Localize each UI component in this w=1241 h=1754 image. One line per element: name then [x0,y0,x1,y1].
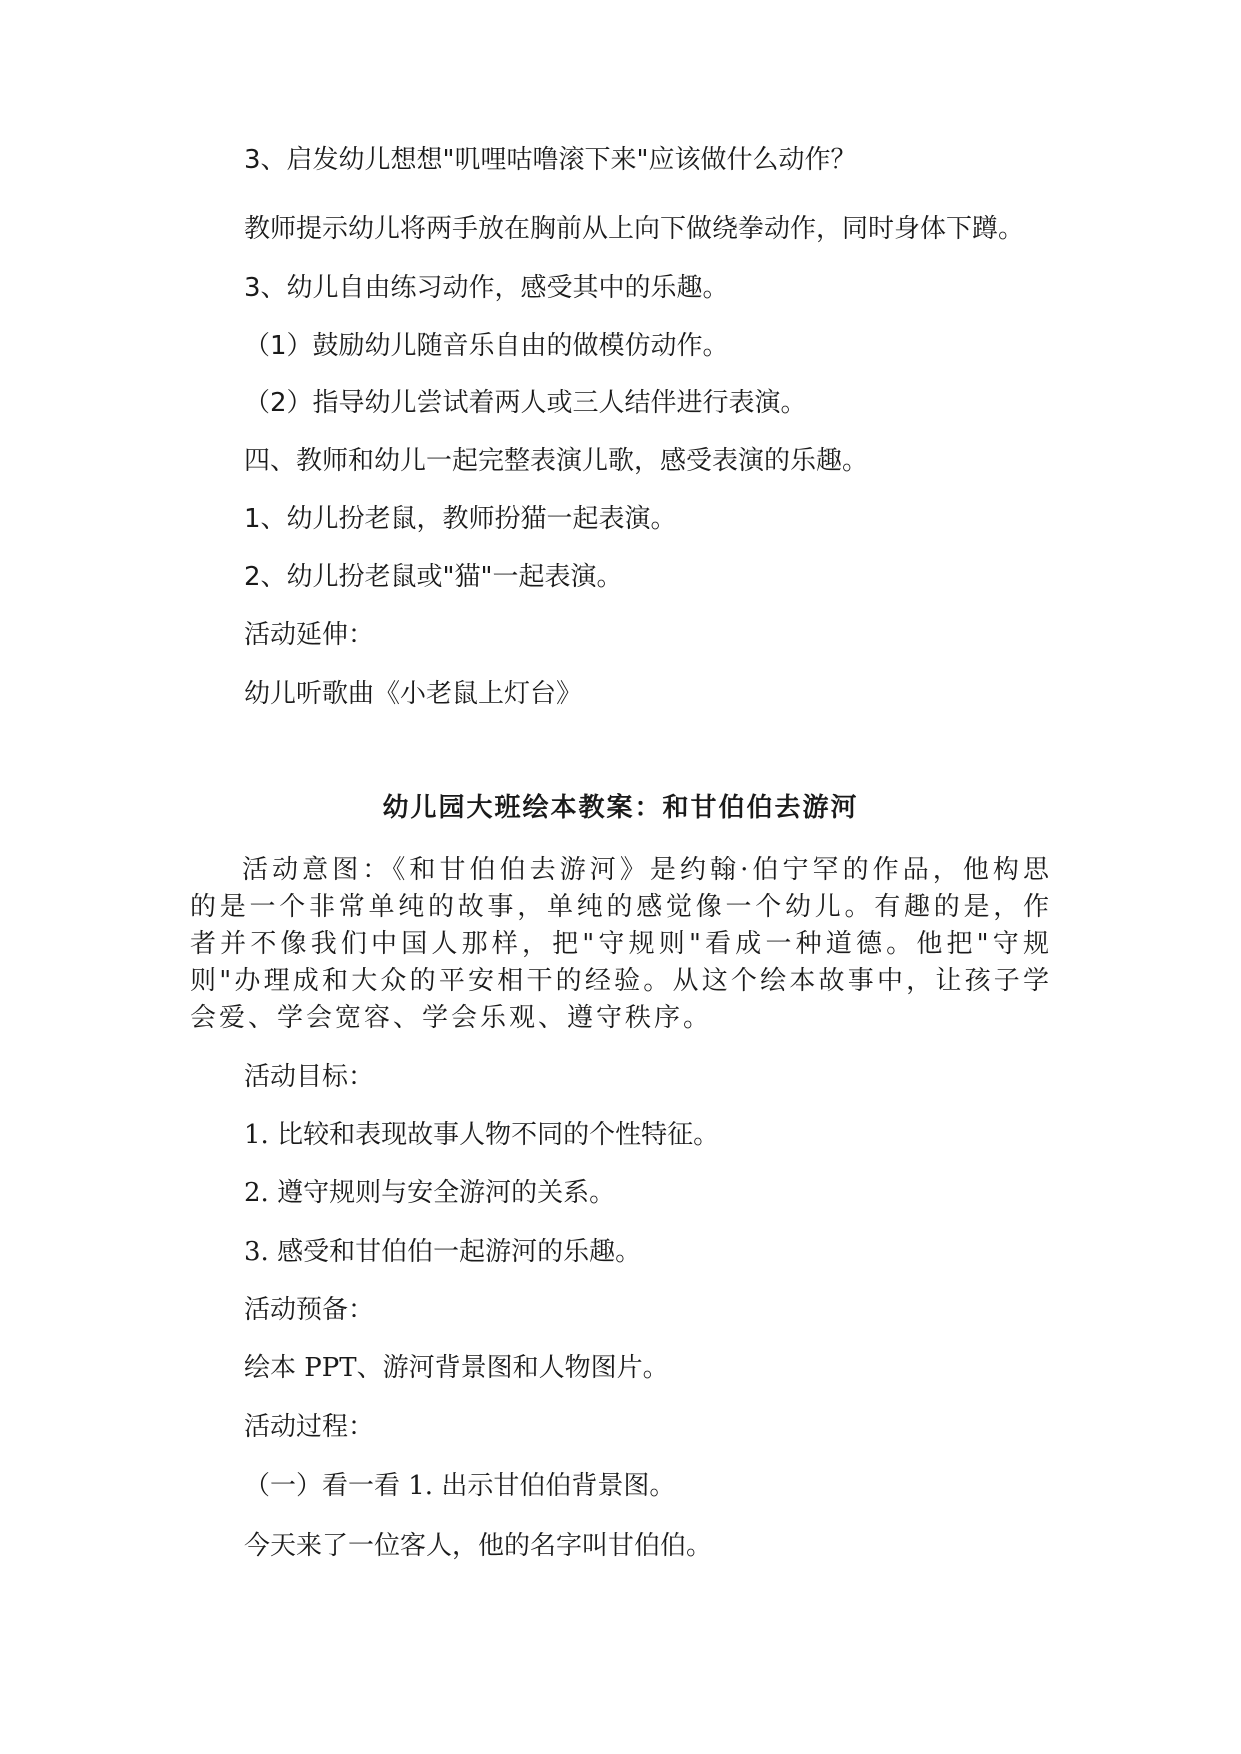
text-line: 1. 比较和表现故事人物不同的个性特征。 [244,1120,720,1150]
text-line: 3、启发幼儿想想"叽哩咕噜滚下来"应该做什么动作？ [244,145,857,175]
text-line: 活动过程： [244,1412,375,1442]
text-line: 1、幼儿扮老鼠，教师扮猫一起表演。 [244,504,677,534]
text-line: 教师提示幼儿将两手放在胸前从上向下做绕拳动作，同时身体下蹲。 [244,214,1025,244]
text-line: 幼儿听歌曲《小老鼠上灯台》 [244,679,583,709]
text-line: （1）鼓励幼儿随音乐自由的做模仿动作。 [244,331,729,361]
lesson-title: 幼儿园大班绘本教案：和甘伯伯去游河 [382,793,859,823]
text-line: 3. 感受和甘伯伯一起游河的乐趣。 [244,1237,642,1267]
text-line: （2）指导幼儿尝试着两人或三人结伴进行表演。 [244,388,807,418]
text-line: 活动延伸： [244,620,375,650]
text-line: 绘本 PPT、游河背景图和人物图片。 [244,1353,669,1383]
intent-paragraph: 活动意图：《和甘伯伯去游河》是约翰·伯宁罕的作品，他构思的是一个非常单纯的故事，单纯的感觉像一个幼儿。有趣的是，作者并不像我们中国人那样，把"守规则"看成一种道德。他把"守规则"办理成和大众的平安相干的经验。从这个绘本故事中，让孩子学会爱、学会宽容、学会乐观、遵守秩序。 [190,855,1052,1033]
text-line: 2. 遵守规则与安全游河的关系。 [244,1178,616,1208]
text-line: 四、教师和幼儿一起完整表演儿歌，感受表演的乐趣。 [244,446,869,476]
text-line: 活动目标： [244,1062,375,1092]
text-line: 2、幼儿扮老鼠或"猫"一起表演。 [244,562,623,592]
text-line: 今天来了一位客人，他的名字叫甘伯伯。 [244,1531,713,1561]
text-line: 活动预备： [244,1295,375,1325]
text-line: （一）看一看 1. 出示甘伯伯背景图。 [244,1471,676,1501]
text-line: 3、幼儿自由练习动作，感受其中的乐趣。 [244,273,729,303]
